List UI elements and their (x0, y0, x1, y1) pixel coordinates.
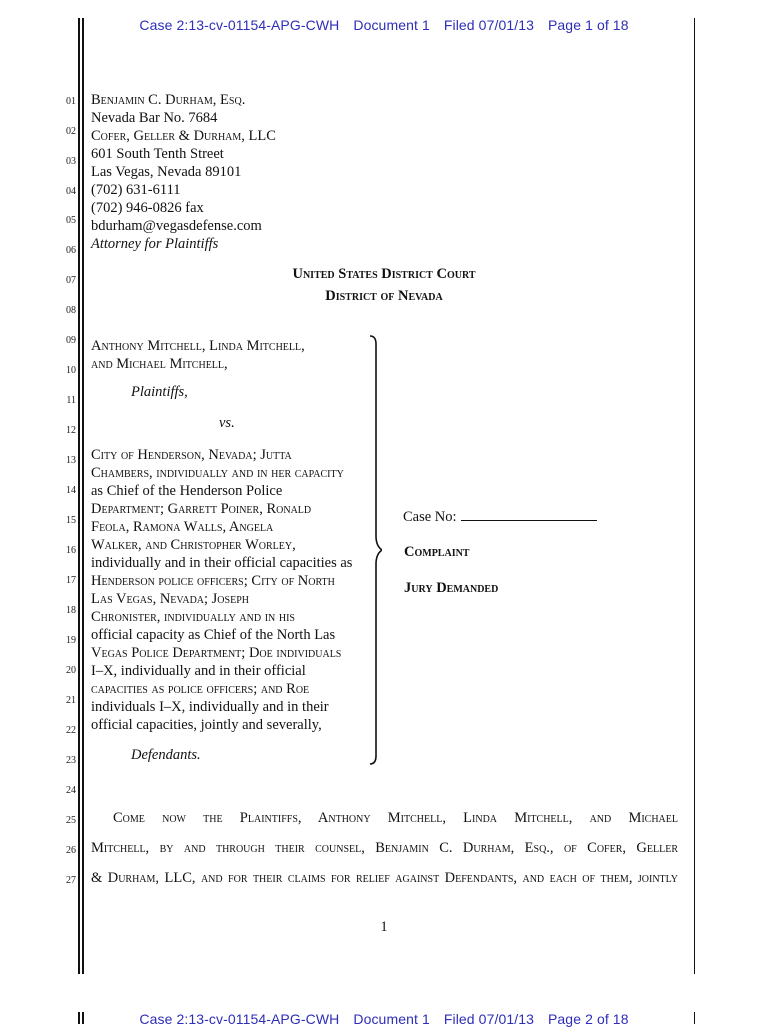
line-number: 01 (66, 96, 76, 107)
court-name: United States District Court (292, 266, 476, 282)
line-number: 15 (66, 515, 76, 526)
street-address: 601 South Tenth Street (91, 146, 224, 162)
defendants-line: Las Vegas, Nevada; Joseph (91, 591, 249, 607)
filed-date: Filed 07/01/13 (443, 17, 534, 33)
defendants-line: official capacity as Chief of the North Las (91, 627, 336, 643)
line-number: 18 (66, 605, 76, 616)
defendants-line: official capacities, jointly and severally, (91, 717, 322, 733)
page-indicator: Page 2 of 18 (547, 1011, 629, 1027)
line-number: 19 (66, 635, 76, 646)
line-number: 21 (66, 695, 76, 706)
body-line: Come now the Plaintiffs, Anthony Mitchell, Linda Mitchell, and Michael (113, 810, 678, 826)
next-page-header (0, 1011, 768, 1027)
defendants-line: Walker, and Christopher Worley, (91, 537, 296, 553)
plaintiffs-names: and Michael Mitchell, (91, 356, 228, 372)
line-number: 26 (66, 845, 76, 856)
defendants-line: Department; Garrett Poiner, Ronald (91, 501, 312, 517)
line-number: 17 (66, 575, 76, 586)
body-line: Mitchell, by and through their counsel, Benjamin C. Durham, Esq., of Cofer, Geller (91, 840, 678, 856)
line-number: 22 (66, 725, 76, 736)
line-number: 10 (66, 365, 76, 376)
document-number: Document 1 (353, 17, 430, 33)
bar-number: Nevada Bar No. 7684 (91, 110, 218, 126)
line-number: 20 (66, 665, 76, 676)
line-number: 05 (66, 215, 76, 226)
line-number: 09 (66, 335, 76, 346)
line-number: 13 (66, 455, 76, 466)
case-number-field (403, 507, 597, 526)
line-number: 12 (66, 425, 76, 436)
document-type: Complaint (404, 544, 470, 560)
defendants-line: Henderson police officers; City of North (91, 573, 335, 589)
court-district: District of Nevada (325, 288, 443, 304)
page-indicator: Page 1 of 18 (547, 17, 629, 33)
defendants-line: Chambers, individually and in her capacity (91, 465, 344, 481)
case-number-label: Case No: (403, 509, 457, 525)
line-number: 11 (66, 395, 76, 406)
defendants-line: capacities as police officers; and Roe (91, 681, 310, 697)
attorney-name: Benjamin C. Durham, Esq. (91, 92, 246, 108)
plaintiffs-label: Plaintiffs, (131, 384, 188, 400)
line-number: 08 (66, 305, 76, 316)
line-number: 16 (66, 545, 76, 556)
phone: (702) 631-6111 (91, 182, 181, 198)
page-number: 1 (380, 919, 388, 935)
line-number: 03 (66, 156, 76, 167)
line-number: 07 (66, 275, 76, 286)
firm-name: Cofer, Geller & Durham, LLC (91, 128, 276, 144)
right-margin-rule (694, 18, 695, 974)
line-number: 23 (66, 755, 76, 766)
line-number: 14 (66, 485, 76, 496)
left-margin-rule-outer (78, 18, 80, 974)
left-margin-rule-inner (82, 18, 84, 974)
defendants-line: individually and in their official capacities as (91, 555, 353, 571)
jury-demand: Jury Demanded (404, 580, 499, 596)
caption-brace (356, 330, 382, 770)
filed-date: Filed 07/01/13 (443, 1011, 534, 1027)
defendants-label: Defendants. (131, 747, 201, 763)
defendants-line: as Chief of the Henderson Police (91, 483, 283, 499)
case-number-blank (461, 507, 597, 521)
defendants-line: Chronister, individually and in his (91, 609, 295, 625)
case-number: Case 2:13-cv-01154-APG-CWH (139, 1011, 340, 1027)
defendants-line: Feola, Ramona Walls, Angela (91, 519, 274, 535)
body-line: & Durham, LLC, and for their claims for relief against Defendants, and each of them, jointly (91, 870, 678, 886)
case-number: Case 2:13-cv-01154-APG-CWH (139, 17, 340, 33)
line-number: 06 (66, 245, 76, 256)
defendants-line: I–X, individually and in their official (91, 663, 306, 679)
email: bdurham@vegasdefense.com (91, 218, 262, 234)
line-number: 25 (66, 815, 76, 826)
city-address: Las Vegas, Nevada 89101 (91, 164, 242, 180)
fax: (702) 946-0826 fax (91, 200, 204, 216)
line-number: 24 (66, 785, 76, 796)
attorney-role: Attorney for Plaintiffs (91, 236, 219, 252)
document-header (0, 17, 768, 33)
plaintiffs-names: Anthony Mitchell, Linda Mitchell, (91, 338, 305, 354)
line-number: 04 (66, 186, 76, 197)
line-number: 02 (66, 126, 76, 137)
defendants-line: City of Henderson, Nevada; Jutta (91, 447, 292, 463)
document-number: Document 1 (353, 1011, 430, 1027)
line-number: 27 (66, 875, 76, 886)
defendants-line: individuals I–X, individually and in their (91, 699, 329, 715)
defendants-line: Vegas Police Department; Doe individuals (91, 645, 342, 661)
versus: vs. (219, 415, 235, 431)
